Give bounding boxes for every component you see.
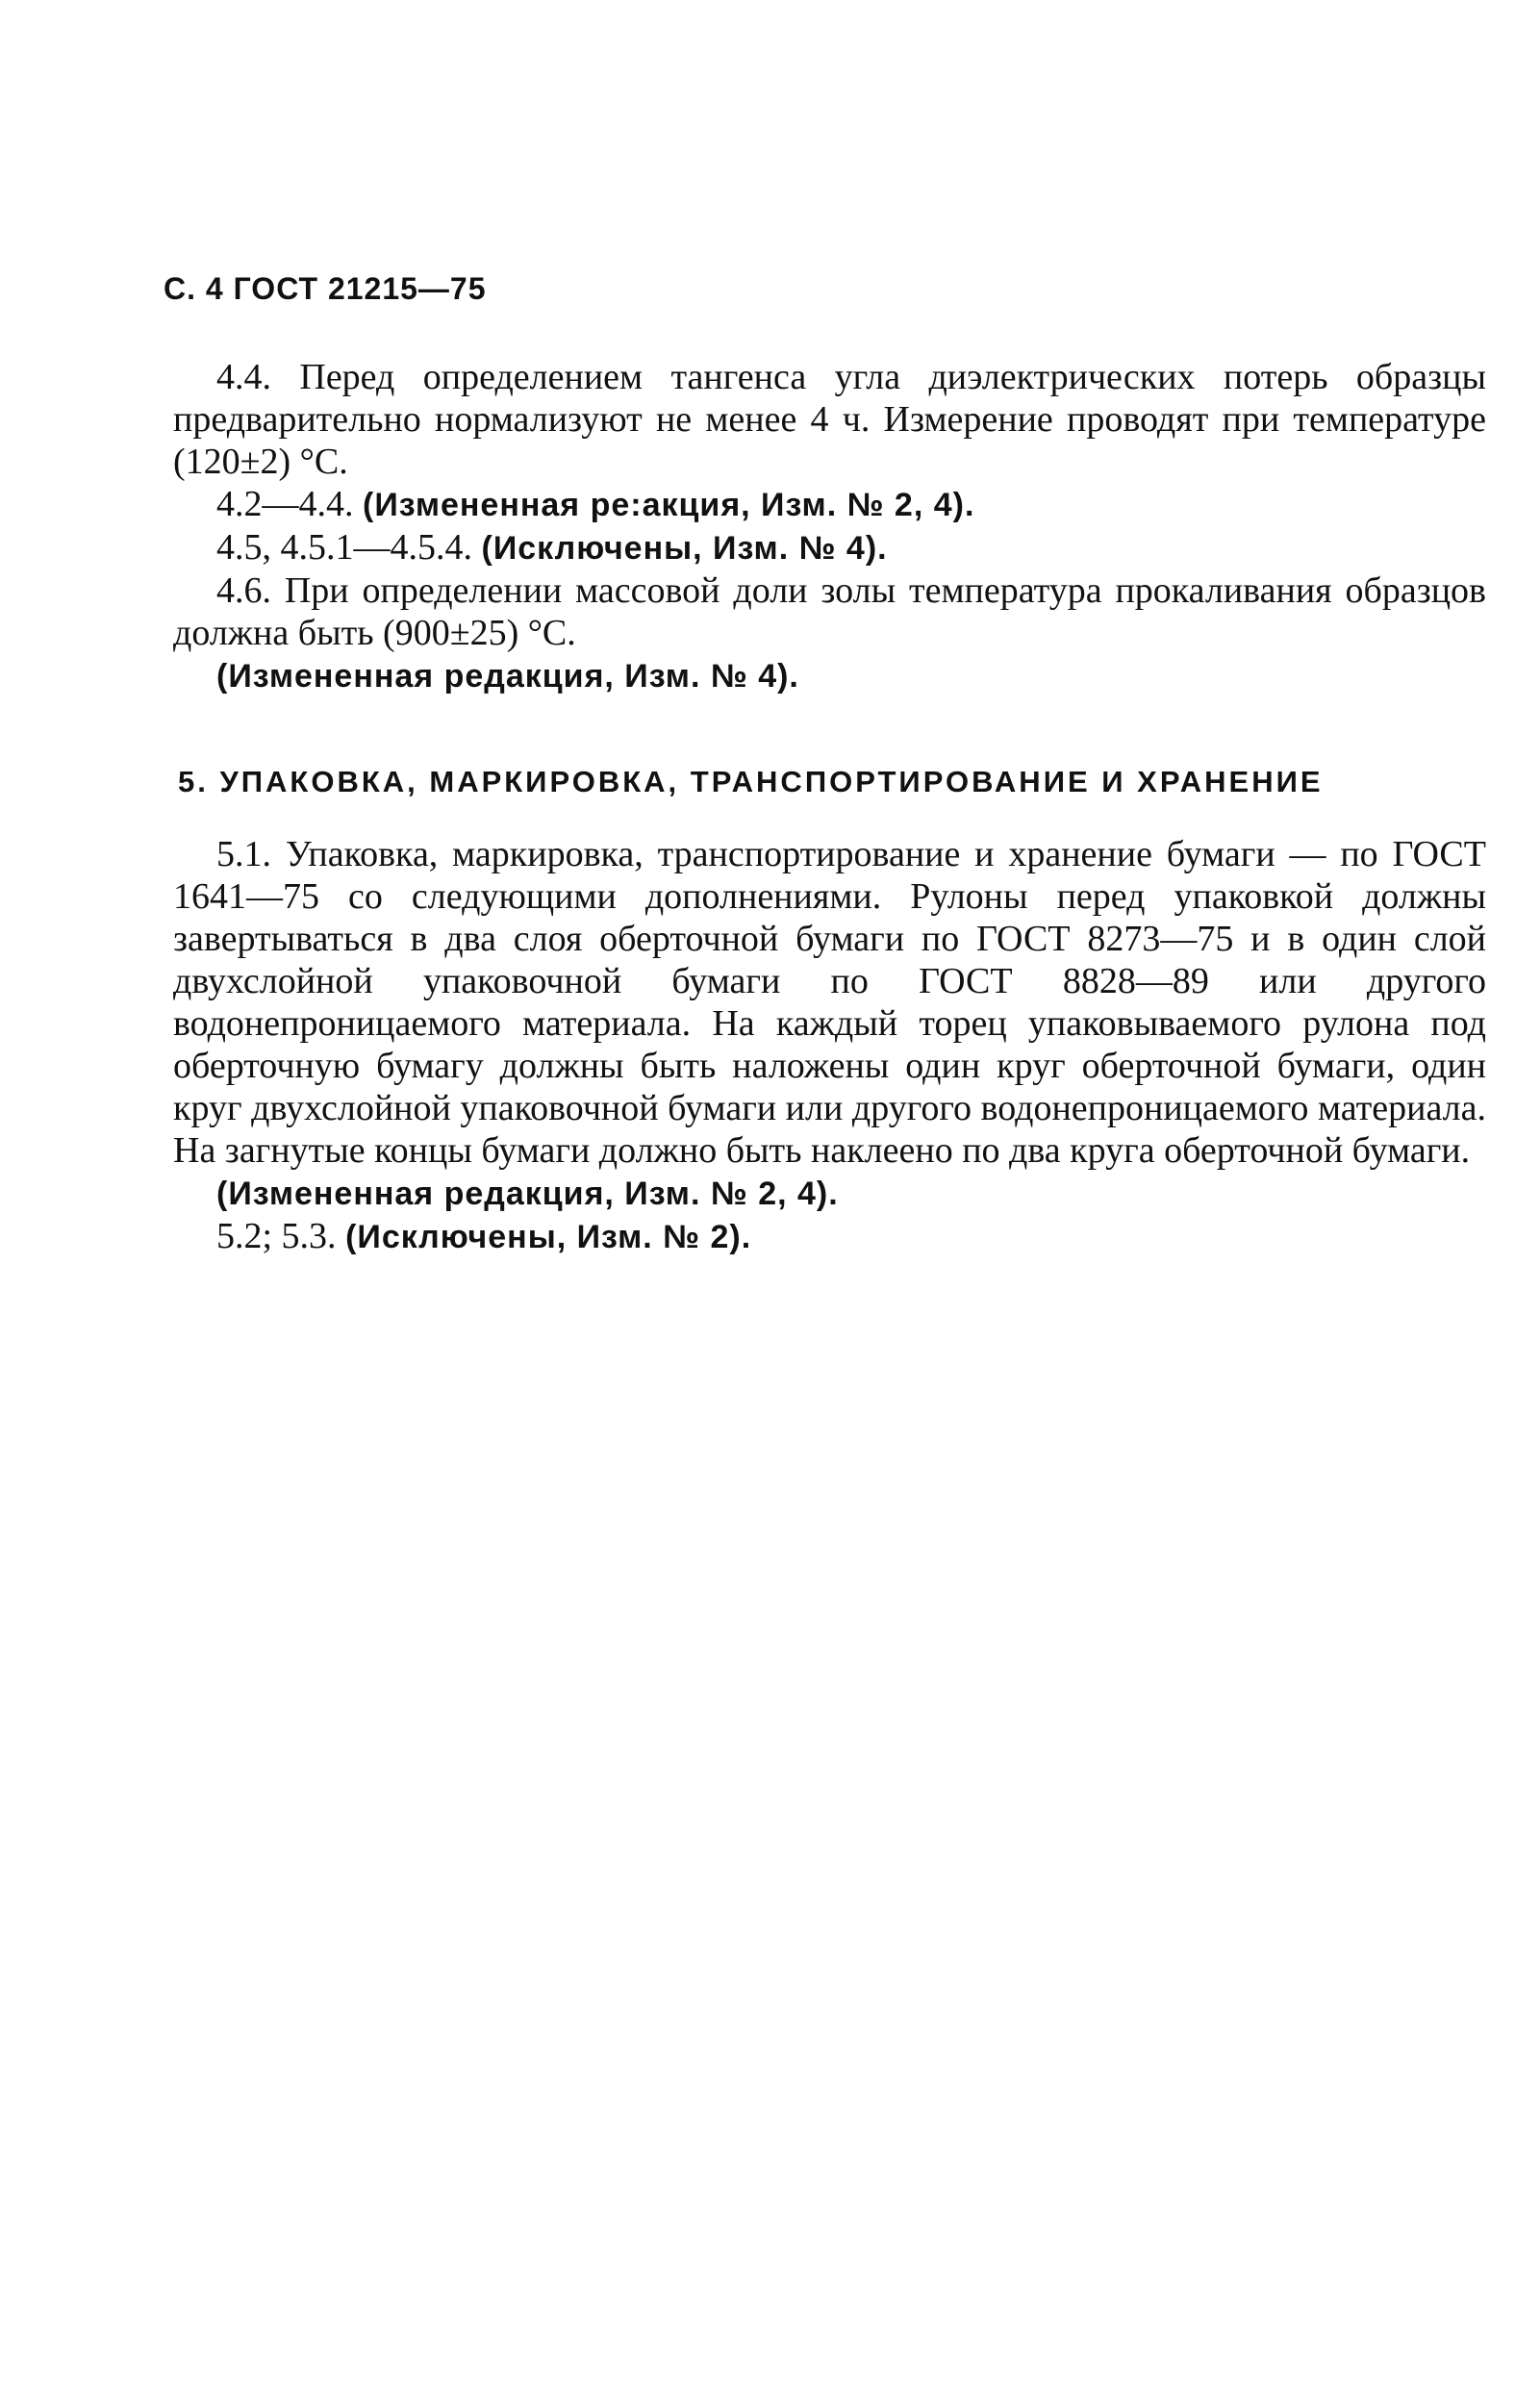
page-header: С. 4 ГОСТ 21215—75 [164, 271, 487, 306]
note-4-2-4-4 [173, 483, 1486, 526]
paragraph-4-4: 4.4. Перед определением тангенса угла диэлектрических потерь образцы предварительно нормализуют не менее 4 ч. Измерение проводят при температуре (120±2) °С. [173, 357, 1486, 482]
note-4-2-4-4-number: 4.2—4.4. [216, 484, 354, 524]
note-5-2-number: 5.2; 5.3. [216, 1216, 337, 1256]
note-4-2-4-4-text: (Измененная ре:акция, Изм. № 2, 4). [363, 487, 975, 523]
note-5-1-text: (Измененная редакция, Изм. № 2, 4). [216, 1176, 839, 1212]
paragraph-4-6: 4.6. При определении массовой доли золы температура прокаливания образцов должна быть (900±25) °С. [173, 570, 1486, 653]
section-5-block [173, 833, 1486, 1258]
note-4-5-text: (Исключены, Изм. № 4). [481, 530, 888, 567]
note-4-5 [173, 526, 1486, 569]
note-5-2-text: (Исключены, Изм. № 2). [345, 1219, 752, 1255]
note-4-6-text: (Измененная редакция, Изм. № 4). [216, 658, 799, 695]
section-4-block [173, 356, 1486, 697]
section-5-title: 5. УПАКОВКА, МАРКИРОВКА, ТРАНСПОРТИРОВАНИЕ И ХРАНЕНИЕ [178, 765, 1324, 798]
paragraph-5-1: 5.1. Упаковка, маркировка, транспортирование и хранение бумаги — по ГОСТ 1641—75 со следующими дополнениями. Рулоны перед упаковкой должны завертываться в два слоя оберточной бумаги по ГОСТ 8273—75 и в один слой двухслойной упаковочной бумаги по ГОСТ 8828—89 или другого водонепроницаемого материала. На каждый торец упаковываемого рулона под оберточную бумагу должны быть наложены один круг оберточной бумаги, один круг двухслойной упаковочной бумаги или другого водонепроницаемого материала. На загнутые концы бумаги должно быть наклеено по два круга оберточной бумаги. [173, 834, 1486, 1171]
note-5-1 [173, 1172, 1486, 1215]
note-5-2 [173, 1215, 1486, 1258]
note-4-5-number: 4.5, 4.5.1—4.5.4. [216, 527, 472, 568]
note-4-6 [173, 654, 1486, 697]
